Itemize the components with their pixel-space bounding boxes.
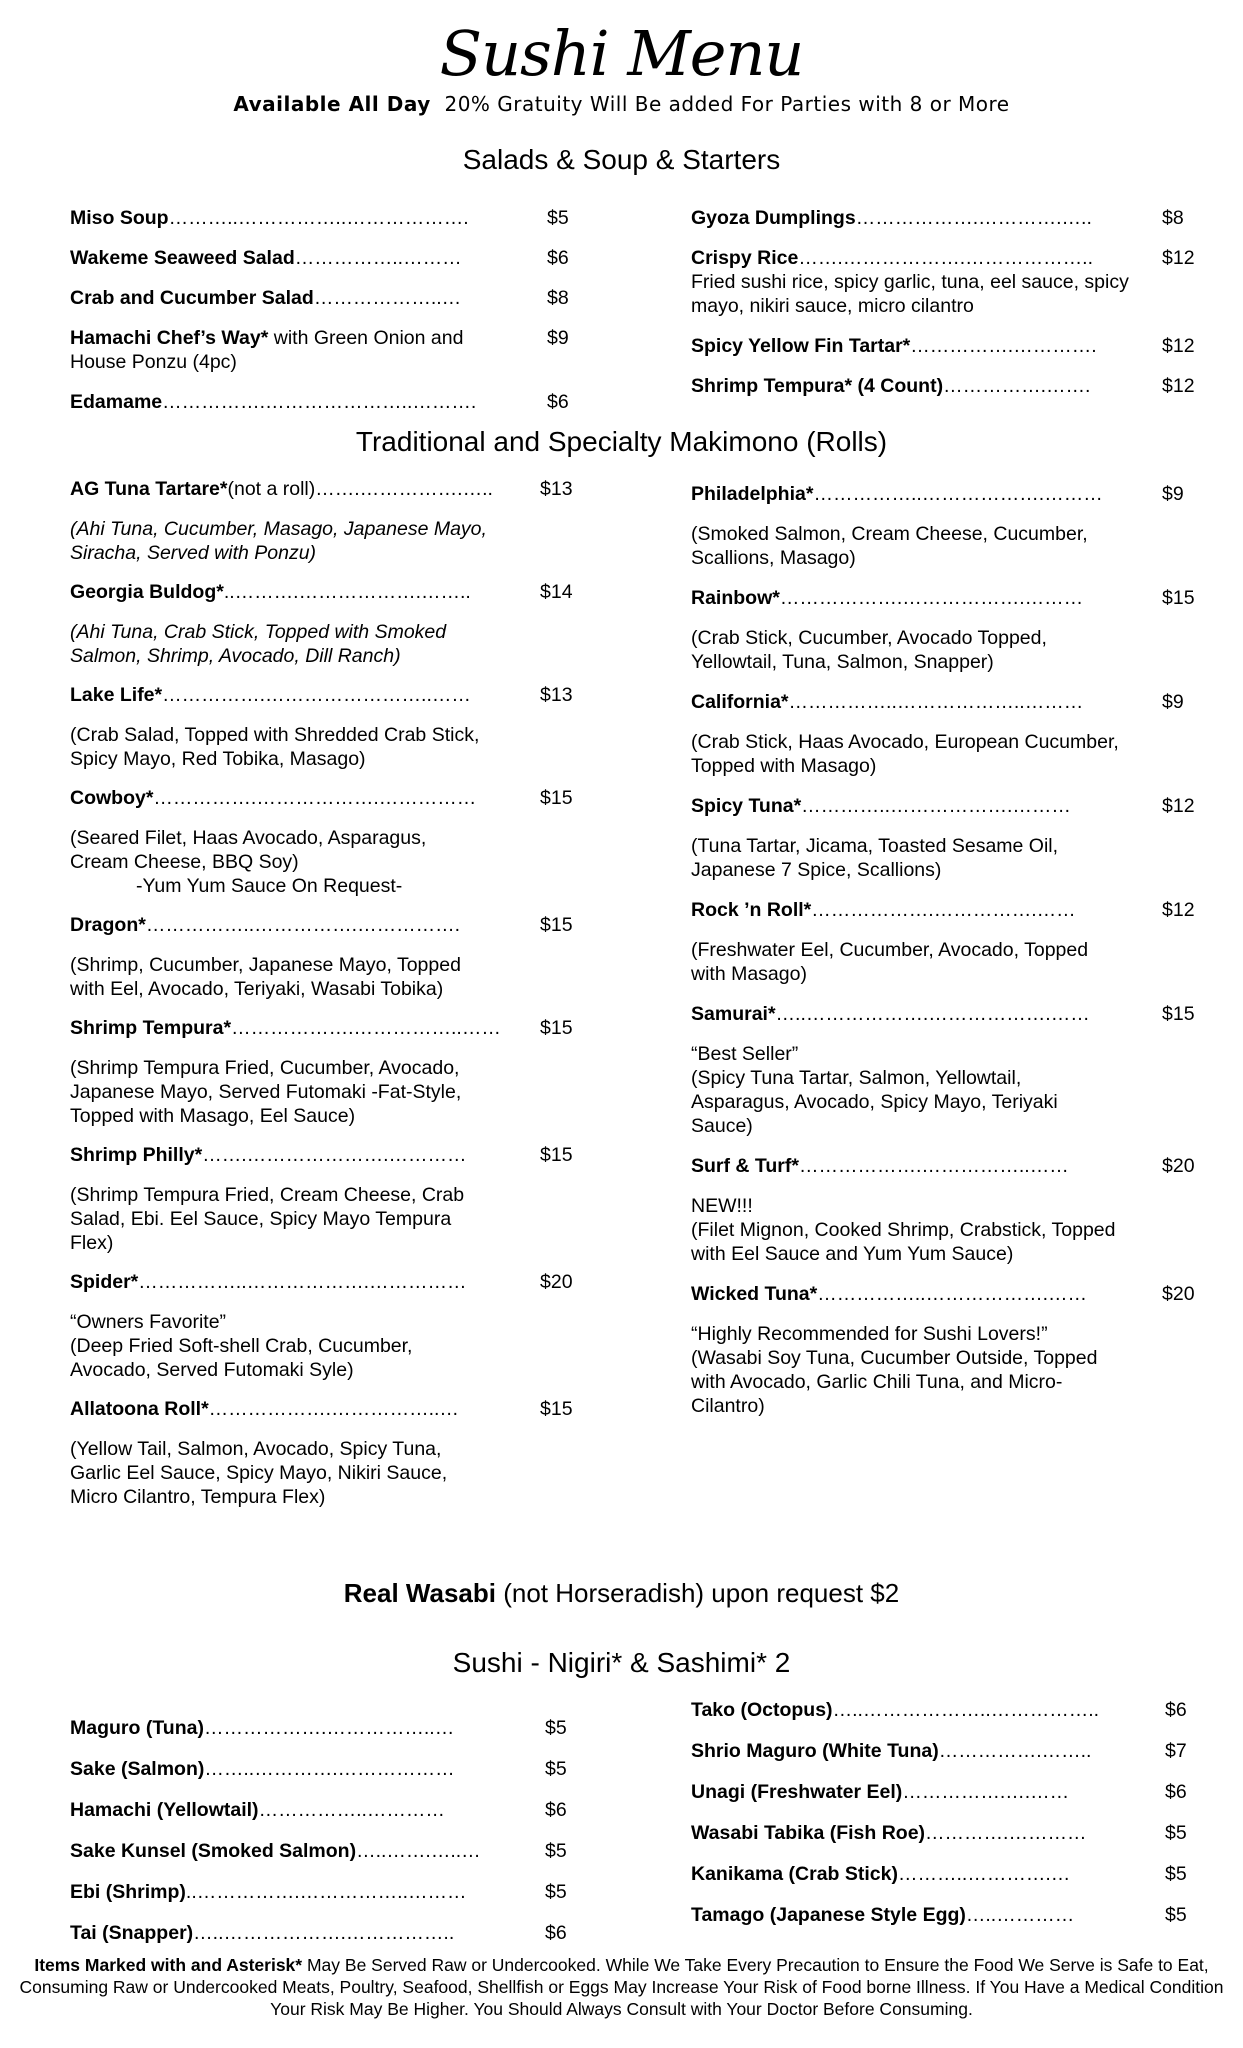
section-heading-rolls: Traditional and Specialty Makimono (Rolls) (355, 426, 888, 457)
item-name: Allatoona Roll* (70, 1398, 209, 1420)
nigiri-item (691, 1903, 1191, 1927)
item-price: $13 (540, 478, 573, 500)
item-name: Georgia Buldog* (70, 581, 224, 603)
roll-item (70, 1143, 580, 1255)
item-description: (Crab Stick, Haas Avocado, European Cucumber, Topped with Masago) (691, 731, 1119, 777)
dot-leader: …………….…………. (910, 335, 1097, 357)
nigiri-item (70, 1757, 570, 1781)
roll-item (691, 586, 1201, 674)
nigiri-right-column (691, 1698, 1191, 1944)
nigiri-item (691, 1780, 1191, 1804)
item-price: $6 (545, 1799, 567, 1821)
starter-item (691, 334, 1195, 358)
item-name: Shrio Maguro (White Tuna) (691, 1740, 939, 1762)
item-price: $12 (1162, 247, 1195, 269)
item-price: $20 (1162, 1283, 1195, 1305)
item-name: Gyoza Dumplings (691, 207, 856, 229)
item-name: Ebi (Shrimp) (70, 1881, 186, 1903)
wasabi-bold: Real Wasabi (343, 1578, 496, 1608)
item-price: $20 (540, 1271, 573, 1293)
wasabi-rest: (not Horseradish) upon request $2 (495, 1578, 900, 1608)
dot-leader: …….…………….….. (315, 478, 493, 500)
item-name: AG Tuna Tartare* (70, 478, 228, 500)
nigiri-item (70, 1880, 570, 1904)
item-name: Hamachi (Yellowtail) (70, 1799, 259, 1821)
item-name: Spider* (70, 1271, 139, 1293)
item-description: (Smoked Salmon, Cream Cheese, Cucumber, Scallions, Masago) (691, 523, 1088, 569)
item-name: Shrimp Tempura* (70, 1017, 232, 1039)
nigiri-left-column (70, 1716, 570, 1962)
roll-item (70, 913, 580, 1001)
item-name: California* (691, 691, 789, 713)
dot-leader: ………..………….… (898, 1863, 1071, 1885)
dot-leader: …..………………..…………….. (832, 1699, 1100, 1721)
dot-leader: ……………..………………..……… (788, 691, 1084, 713)
item-price: $5 (1165, 1904, 1187, 1926)
rolls-left-column (70, 477, 580, 1524)
item-price: $15 (540, 1017, 573, 1039)
starter-item (70, 206, 570, 230)
item-note: with Green Onion and House Ponzu (4pc) (70, 327, 464, 373)
item-name: Spicy Tuna* (691, 795, 802, 817)
item-description: (Crab Stick, Cucumber, Avocado Topped, Yellowtail, Tuna, Salmon, Snapper) (691, 627, 1047, 673)
item-name: Unagi (Freshwater Eel) (691, 1781, 903, 1803)
item-name: Edamame (70, 391, 163, 413)
item-description: (Shrimp Tempura Fried, Cream Cheese, Crab Salad, Ebi. Eel Sauce, Spicy Mayo Tempura Flex) (70, 1184, 465, 1254)
roll-item (691, 1154, 1201, 1266)
nigiri-item (70, 1798, 570, 1822)
dot-leader: ……………….………….….. (855, 207, 1092, 229)
roll-item (691, 898, 1201, 986)
item-description: (Yellow Tail, Salmon, Avocado, Spicy Tuna, Garlic Eel Sauce, Spicy Mayo, Nikiri Sauce, Micro Cilantro, Tempura Flex) (70, 1438, 448, 1508)
salads-right-column (691, 206, 1195, 414)
item-price: $5 (1165, 1822, 1187, 1844)
item-description: (Crab Salad, Topped with Shredded Crab Stick, Spicy Mayo, Red Tobika, Masago) (70, 724, 480, 770)
item-name: Shrimp Philly* (70, 1144, 203, 1166)
dot-leader: ………..……………..………………. (168, 207, 469, 229)
item-description: (Ahi Tuna, Cucumber, Masago, Japanese Mayo, Siracha, Served with Ponzu) (70, 518, 487, 564)
dot-leader: …..………… (965, 1904, 1075, 1926)
item-name: Hamachi Chef’s Way* (70, 327, 269, 349)
item-price: $7 (1165, 1740, 1187, 1762)
item-price: $9 (1162, 483, 1184, 505)
menu-subtitle (0, 92, 1243, 116)
roll-item (70, 477, 580, 565)
item-price: $9 (1162, 691, 1184, 713)
item-description: “Best Seller” (Spicy Tuna Tartar, Salmon, Yellowtail, Asparagus, Avocado, Spicy Mayo, Teriyaki Sauce) (691, 1043, 1058, 1137)
roll-item (691, 482, 1201, 570)
dot-leader: ……………..……… (294, 247, 462, 269)
roll-item (70, 786, 580, 898)
item-name: Wakeme Seaweed Salad (70, 247, 295, 269)
nigiri-item (691, 1862, 1191, 1886)
item-price: $20 (1162, 1155, 1195, 1177)
dot-leader: ……………..………… (258, 1799, 445, 1821)
availability-note: Available All Day (233, 92, 431, 116)
dot-leader: …………….….…… (902, 1781, 1070, 1803)
item-description: (Shrimp, Cucumber, Japanese Mayo, Topped with Eel, Avocado, Teriyaki, Wasabi Tobika) (70, 954, 461, 1000)
dot-leader: ……………..……………….……… (813, 483, 1103, 505)
dot-leader: …………….……………………..…… (162, 684, 471, 706)
roll-item (70, 1397, 580, 1509)
item-price: $5 (545, 1758, 567, 1780)
item-name: Sake (Salmon) (70, 1758, 205, 1780)
item-name: Kanikama (Crab Stick) (691, 1863, 898, 1885)
starter-item (70, 326, 570, 374)
nigiri-item (70, 1716, 570, 1740)
item-price: $15 (540, 1398, 573, 1420)
item-price: $12 (1162, 899, 1195, 921)
item-name: Crispy Rice (691, 247, 799, 269)
item-price: $5 (545, 1881, 567, 1903)
item-price: $14 (540, 581, 573, 603)
item-name: Shrimp Tempura* (4 Count) (691, 375, 944, 397)
dot-leader: ……………..…………….……………. (145, 914, 461, 936)
item-price: $15 (1162, 587, 1195, 609)
item-name: Samurai* (691, 1003, 776, 1025)
dot-leader: …………….…………………..………. (162, 391, 477, 413)
roll-item (691, 1282, 1201, 1418)
item-price: $6 (547, 247, 569, 269)
item-price: $15 (540, 914, 573, 936)
dot-leader: ……………….…………….…… (811, 899, 1076, 921)
item-price: $15 (540, 787, 573, 809)
item-name: Lake Life* (70, 684, 163, 706)
starter-item (70, 246, 570, 270)
item-name: Rock ’n Roll* (691, 899, 812, 921)
disclaimer-bold: Items Marked with and Asterisk* (34, 1955, 303, 1975)
item-description: Fried sushi rice, spicy garlic, tuna, eel sauce, spicy mayo, nikiri sauce, micro cilantro (691, 271, 1129, 317)
item-description: (Freshwater Eel, Cucumber, Avocado, Topped with Masago) (691, 939, 1089, 985)
item-description: (Ahi Tuna, Crab Stick, Topped with Smoked Salmon, Shrimp, Avocado, Dill Ranch) (70, 621, 447, 667)
item-request-note: -Yum Yum Sauce On Request- (136, 875, 403, 897)
dot-leader: …………..……………….……… (801, 795, 1071, 817)
item-price: $12 (1162, 795, 1195, 817)
item-price: $5 (547, 207, 569, 229)
item-price: $5 (545, 1717, 567, 1739)
item-name: Miso Soup (70, 207, 169, 229)
section-heading-nigiri: Sushi - Nigiri* & Sashimi* 2 (452, 1647, 791, 1678)
item-price: $12 (1162, 335, 1195, 357)
item-name: Philadelphia* (691, 483, 814, 505)
dot-leader: ……………….……………..… (208, 1398, 459, 1420)
dot-leader: …..……………….…………….. (193, 1922, 455, 1944)
item-price: $6 (1165, 1699, 1187, 1721)
dot-leader: ……………….……………..…… (231, 1017, 501, 1039)
roll-item (691, 1002, 1201, 1138)
dot-leader: ..…………….……………..……… (185, 1881, 467, 1903)
item-name: Rainbow* (691, 587, 780, 609)
dot-leader: ……..………….……………… (204, 1758, 455, 1780)
item-price: $9 (547, 327, 569, 349)
item-price: $12 (1162, 375, 1195, 397)
dot-leader: ……………….……………..…… (798, 1155, 1069, 1177)
dot-leader: ……………..……………….…… (817, 1283, 1088, 1305)
item-name: Surf & Turf* (691, 1155, 799, 1177)
item-description: (Shrimp Tempura Fried, Cucumber, Avocado, Japanese Mayo, Served Futomaki -Fat-Style, Topped with Masago, Eel Sauce) (70, 1057, 462, 1127)
dot-leader: ……………..……………….…………… (138, 1271, 467, 1293)
section-heading-salads: Salads & Soup & Starters (462, 144, 781, 175)
item-name: Spicy Yellow Fin Tartar* (691, 335, 911, 357)
item-note: (not a roll) (227, 478, 316, 500)
item-price: $15 (540, 1144, 573, 1166)
item-description: “Highly Recommended for Sushi Lovers!” (Wasabi Soy Tuna, Cucumber Outside, Topped with Avocado, Garlic Chili Tuna, and Micro-Cilantro) (691, 1323, 1098, 1417)
dot-leader: …..…….…..… (356, 1840, 481, 1862)
dot-leader: ……………….……………….……… (779, 587, 1084, 609)
roll-item (691, 794, 1201, 882)
item-name: Crab and Cucumber Salad (70, 287, 314, 309)
starter-item (70, 286, 570, 310)
dot-leader: …….……………….……………….. (798, 247, 1093, 269)
item-price: $8 (547, 287, 569, 309)
item-name: Cowboy* (70, 787, 154, 809)
item-description: NEW!!! (Filet Mignon, Cooked Shrimp, Crabstick, Topped with Eel Sauce and Yum Yum Sauce) (691, 1195, 1116, 1265)
item-name: Wasabi Tabika (Fish Roe) (691, 1822, 926, 1844)
dot-leader: …………….……. (943, 375, 1091, 397)
gratuity-note: 20% Gratuity Will Be added For Parties with 8 or More (444, 92, 1010, 116)
item-name: Sake Kunsel (Smoked Salmon) (70, 1840, 357, 1862)
item-price: $5 (1165, 1863, 1187, 1885)
item-description: (Tuna Tartar, Jicama, Toasted Sesame Oil, Japanese 7 Spice, Scallions) (691, 835, 1059, 881)
item-name: Wicked Tuna* (691, 1283, 818, 1305)
salads-left-column (70, 206, 570, 430)
item-name: Maguro (Tuna) (70, 1717, 204, 1739)
dot-leader: ………………..… (313, 287, 462, 309)
dot-leader: ………….………… (925, 1822, 1087, 1844)
item-price: $6 (547, 391, 569, 413)
disclaimer-text: May Be Served Raw or Undercooked. While We Take Every Precaution to Ensure the Food We Serve is Safe to Eat, Consuming Raw or Undercooked Meats, Poultry, Seafood, Shellfish or Eggs May Increase Your Risk of Food borne Illness. If You Have a Medical Condition Your Risk May Be Higher. You Should Always Consult with Your Doctor Before Consuming. (19, 1955, 1224, 2019)
item-description: (Seared Filet, Haas Avocado, Asparagus, Cream Cheese, BBQ Soy) (70, 827, 427, 873)
roll-item (70, 1270, 580, 1382)
nigiri-item (691, 1821, 1191, 1845)
starter-item (70, 390, 570, 414)
starter-item (691, 206, 1191, 230)
nigiri-item (691, 1739, 1191, 1763)
item-name: Dragon* (70, 914, 146, 936)
dot-leader: …………….……………….…………… (153, 787, 477, 809)
item-name: Tai (Snapper) (70, 1922, 194, 1944)
dot-leader: …..……………….……………….…… (775, 1003, 1090, 1025)
roll-item (70, 1016, 580, 1128)
dot-leader: …….………………….………… (202, 1144, 467, 1166)
roll-item (70, 580, 580, 668)
food-safety-disclaimer (10, 1954, 1233, 2020)
item-price: $6 (1165, 1781, 1187, 1803)
dot-leader: ..……….……………….…….. (223, 581, 471, 603)
dot-leader: ……………….……………..… (203, 1717, 455, 1739)
starter-item (691, 246, 1195, 318)
nigiri-item (70, 1839, 570, 1863)
item-name: Tako (Octopus) (691, 1699, 833, 1721)
item-price: $6 (545, 1922, 567, 1944)
wasabi-note (0, 1578, 1243, 1609)
item-price: $8 (1162, 207, 1184, 229)
roll-item (70, 683, 580, 771)
nigiri-item (70, 1921, 570, 1945)
rolls-right-column (691, 482, 1201, 1434)
item-price: $13 (540, 684, 573, 706)
item-name: Tamago (Japanese Style Egg) (691, 1904, 966, 1926)
item-price: $15 (1162, 1003, 1195, 1025)
item-price: $5 (545, 1840, 567, 1862)
starter-item (691, 374, 1195, 398)
menu-title: Sushi Menu (439, 17, 804, 90)
roll-item (691, 690, 1201, 778)
dot-leader: …………….…….. (938, 1740, 1092, 1762)
nigiri-item (691, 1698, 1191, 1722)
item-description: “Owners Favorite” (Deep Fried Soft-shell Crab, Cucumber, Avocado, Served Futomaki Syle) (70, 1311, 413, 1381)
